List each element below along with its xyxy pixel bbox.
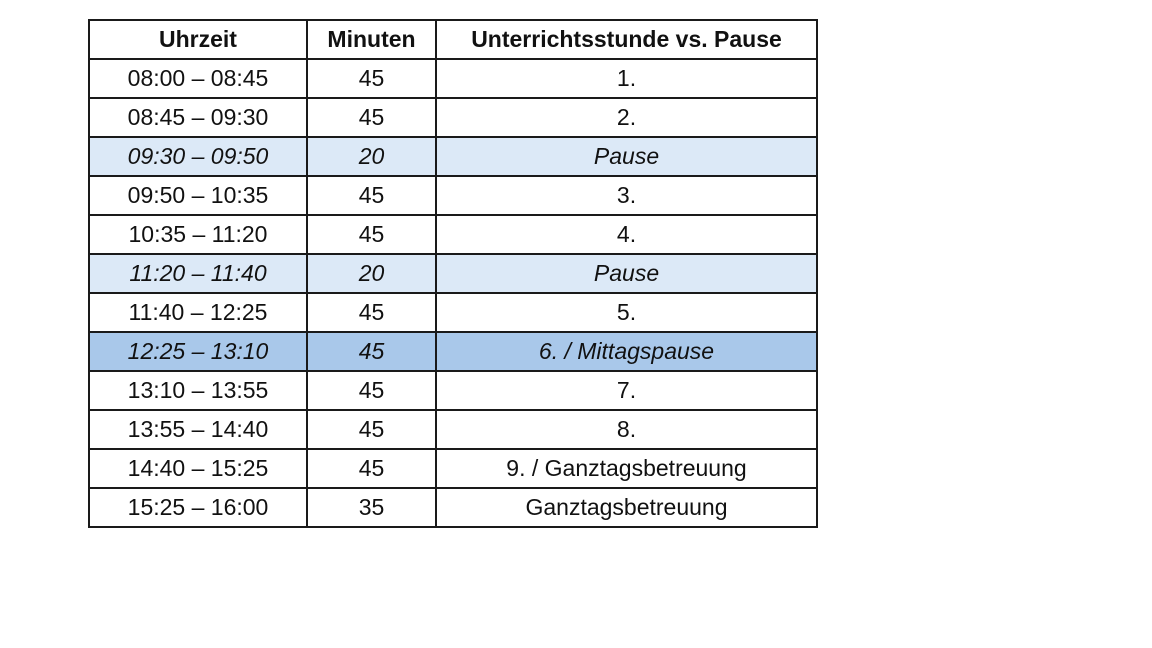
- time-cell: 10:35 – 11:20: [89, 215, 307, 254]
- minutes-cell: 20: [307, 254, 436, 293]
- type-cell: Pause: [436, 137, 817, 176]
- header-row: [89, 20, 817, 59]
- minutes-cell: 35: [307, 488, 436, 527]
- time-cell: 14:40 – 15:25: [89, 449, 307, 488]
- minutes-cell: 45: [307, 371, 436, 410]
- table-row: [89, 176, 817, 215]
- table-row: [89, 488, 817, 527]
- table-row: [89, 59, 817, 98]
- table-row: [89, 449, 817, 488]
- type-cell: 1.: [436, 59, 817, 98]
- type-cell: 3.: [436, 176, 817, 215]
- time-cell: 08:00 – 08:45: [89, 59, 307, 98]
- header-minutes: Minuten: [307, 20, 436, 59]
- time-cell: 13:55 – 14:40: [89, 410, 307, 449]
- table-row: [89, 98, 817, 137]
- minutes-cell: 45: [307, 59, 436, 98]
- minutes-cell: 45: [307, 293, 436, 332]
- table-header: [89, 20, 817, 59]
- type-cell: 5.: [436, 293, 817, 332]
- type-cell: Ganztagsbetreuung: [436, 488, 817, 527]
- time-cell: 09:30 – 09:50: [89, 137, 307, 176]
- type-cell: 2.: [436, 98, 817, 137]
- type-cell: 6. / Mittagspause: [436, 332, 817, 371]
- type-cell: 4.: [436, 215, 817, 254]
- minutes-cell: 45: [307, 332, 436, 371]
- minutes-cell: 45: [307, 176, 436, 215]
- header-time: Uhrzeit: [89, 20, 307, 59]
- time-cell: 09:50 – 10:35: [89, 176, 307, 215]
- minutes-cell: 45: [307, 215, 436, 254]
- table-row: [89, 254, 817, 293]
- time-cell: 13:10 – 13:55: [89, 371, 307, 410]
- time-cell: 11:40 – 12:25: [89, 293, 307, 332]
- type-cell: 7.: [436, 371, 817, 410]
- time-cell: 11:20 – 11:40: [89, 254, 307, 293]
- type-cell: 9. / Ganztagsbetreuung: [436, 449, 817, 488]
- table-row: [89, 293, 817, 332]
- schedule-table: [88, 19, 818, 528]
- time-cell: 08:45 – 09:30: [89, 98, 307, 137]
- minutes-cell: 45: [307, 410, 436, 449]
- table-row: [89, 371, 817, 410]
- table-body: [89, 59, 817, 527]
- minutes-cell: 45: [307, 449, 436, 488]
- time-cell: 15:25 – 16:00: [89, 488, 307, 527]
- table-row: [89, 215, 817, 254]
- header-type: Unterrichtsstunde vs. Pause: [436, 20, 817, 59]
- minutes-cell: 45: [307, 98, 436, 137]
- minutes-cell: 20: [307, 137, 436, 176]
- table-row: [89, 410, 817, 449]
- table-row: [89, 332, 817, 371]
- time-cell: 12:25 – 13:10: [89, 332, 307, 371]
- table-row: [89, 137, 817, 176]
- type-cell: 8.: [436, 410, 817, 449]
- type-cell: Pause: [436, 254, 817, 293]
